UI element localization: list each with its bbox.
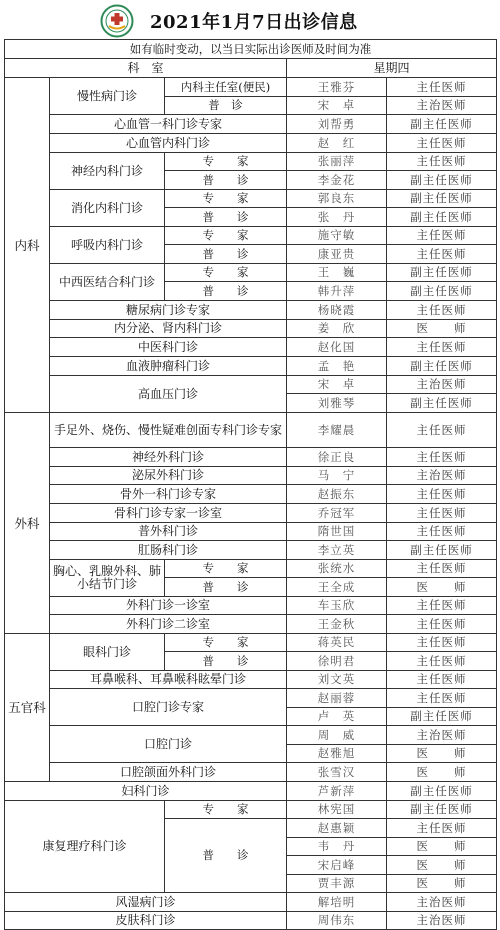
clinic-type-cell: 普 诊 [165, 208, 287, 227]
clinic-type-cell: 普 诊 [165, 171, 287, 190]
category-cell: 五官科 [5, 634, 50, 782]
clinic-type-cell: 普 诊 [165, 97, 287, 115]
doctor-name: 卢 英 [287, 708, 387, 726]
schedule-row [5, 448, 497, 467]
doctor-name: 隋世国 [287, 523, 387, 541]
schedule-row [5, 467, 497, 485]
doctor-title: 主任医师 [387, 134, 497, 153]
doctor-title: 主治医师 [387, 376, 497, 394]
doctor-title: 副主任医师 [387, 708, 497, 726]
clinic-type-cell: 专 家 [165, 634, 287, 652]
department-cell: 高血压门诊 [50, 376, 287, 413]
clinic-type-cell: 普 诊 [165, 578, 287, 597]
doctor-name: 宋启峰 [287, 856, 387, 875]
department-cell: 糖尿病门诊专家 [50, 301, 287, 320]
schedule-row [5, 338, 497, 357]
doctor-title: 副主任医师 [387, 782, 497, 801]
schedule-row [5, 726, 497, 745]
schedule-row [5, 485, 497, 504]
department-cell: 手足外、烧伤、慢性疑难创面专科门诊专家 [50, 413, 287, 448]
hospital-logo-icon [100, 4, 134, 38]
department-cell: 耳鼻喉科、耳鼻喉科眩晕门诊 [50, 671, 287, 689]
schedule-row [5, 893, 497, 912]
department-cell: 神经外科门诊 [50, 448, 287, 467]
schedule-row [5, 78, 497, 97]
doctor-title: 主任医师 [387, 227, 497, 245]
doctor-name: 李耀晨 [287, 413, 387, 448]
doctor-name: 康亚贵 [287, 245, 387, 264]
page-title: 2021年1月7日出诊信息 [150, 12, 358, 33]
category-cell: 皮肤科门诊 [5, 912, 287, 930]
schedule-row [5, 153, 497, 171]
doctor-name: 张雪汉 [287, 763, 387, 782]
clinic-type-cell: 专 家 [165, 264, 287, 282]
weekday-column-header: 星期四 [287, 59, 497, 78]
schedule-row [5, 227, 497, 245]
clinic-type-cell: 普 诊 [165, 282, 287, 301]
schedule-row [5, 357, 497, 376]
schedule-row [5, 301, 497, 320]
doctor-name: 刘文英 [287, 671, 387, 689]
doctor-title: 主任医师 [387, 338, 497, 357]
doctor-title: 副主任医师 [387, 394, 497, 413]
doctor-title: 主治医师 [387, 893, 497, 912]
doctor-title: 医 师 [387, 856, 497, 875]
doctor-name: 乔冠军 [287, 504, 387, 523]
clinic-type-cell: 专 家 [165, 560, 287, 578]
doctor-name: 王金秋 [287, 615, 387, 634]
table-header-row [5, 59, 497, 78]
department-cell: 内分泌、肾内科门诊 [50, 320, 287, 338]
doctor-title: 主任医师 [387, 78, 497, 97]
doctor-name: 王雅芬 [287, 78, 387, 97]
page-header [0, 0, 500, 40]
department-cell: 血液肿瘤科门诊 [50, 357, 287, 376]
doctor-title: 主治医师 [387, 912, 497, 930]
doctor-title: 主任医师 [387, 413, 497, 448]
department-cell: 泌尿外科门诊 [50, 467, 287, 485]
clinic-type-cell: 内科主任室(便民) [165, 78, 287, 97]
doctor-title: 医 师 [387, 745, 497, 763]
doctor-title: 医 师 [387, 875, 497, 893]
doctor-title: 副主任医师 [387, 801, 497, 819]
doctor-title: 主任医师 [387, 245, 497, 264]
category-cell: 妇科门诊 [5, 782, 287, 801]
schedule-row [5, 671, 497, 689]
doctor-name: 王全成 [287, 578, 387, 597]
schedule-row [5, 597, 497, 615]
doctor-title: 主任医师 [387, 689, 497, 708]
doctor-title: 副主任医师 [387, 541, 497, 560]
doctor-title: 副主任医师 [387, 357, 497, 376]
department-cell: 胸心、乳腺外科、肺小结节门诊 [50, 560, 165, 597]
doctor-title: 主任医师 [387, 560, 497, 578]
clinic-type-cell: 普 诊 [165, 245, 287, 264]
department-column-header: 科 室 [5, 59, 287, 78]
doctor-name: 张丽萍 [287, 153, 387, 171]
doctor-name: 张统水 [287, 560, 387, 578]
department-cell: 口腔门诊专家 [50, 689, 287, 726]
doctor-title: 医 师 [387, 320, 497, 338]
doctor-name: 解培明 [287, 893, 387, 912]
doctor-title: 副主任医师 [387, 264, 497, 282]
doctor-name: 张 丹 [287, 208, 387, 227]
department-cell: 呼吸内科门诊 [50, 227, 165, 264]
department-cell: 口腔门诊 [50, 726, 287, 763]
doctor-title: 主治医师 [387, 726, 497, 745]
doctor-name: 杨晓霞 [287, 301, 387, 320]
doctor-title: 主任医师 [387, 819, 497, 838]
schedule-row [5, 801, 497, 819]
doctor-name: 李立英 [287, 541, 387, 560]
schedule-row [5, 264, 497, 282]
doctor-name: 周 威 [287, 726, 387, 745]
schedule-row [5, 634, 497, 652]
category-cell: 外科 [5, 413, 50, 634]
department-cell: 神经内科门诊 [50, 153, 165, 190]
department-cell: 心血管内科门诊 [50, 134, 287, 153]
schedule-table [4, 39, 497, 930]
schedule-row [5, 413, 497, 448]
doctor-title: 主任医师 [387, 504, 497, 523]
doctor-name: 周伟东 [287, 912, 387, 930]
doctor-name: 施守敏 [287, 227, 387, 245]
doctor-name: 蒋英民 [287, 634, 387, 652]
schedule-row [5, 134, 497, 153]
doctor-title: 主任医师 [387, 671, 497, 689]
doctor-name: 赵丽蓉 [287, 689, 387, 708]
doctor-title: 主任医师 [387, 615, 497, 634]
schedule-row [5, 615, 497, 634]
doctor-name: 宋 卓 [287, 376, 387, 394]
clinic-type-cell: 专 家 [165, 227, 287, 245]
schedule-row [5, 115, 497, 134]
clinic-type-cell: 专 家 [165, 153, 287, 171]
doctor-title: 主治医师 [387, 97, 497, 115]
doctor-title: 医 师 [387, 838, 497, 856]
doctor-name: 孟 艳 [287, 357, 387, 376]
doctor-name: 郭良东 [287, 190, 387, 208]
doctor-name: 徐正良 [287, 448, 387, 467]
doctor-title: 副主任医师 [387, 208, 497, 227]
doctor-title: 医 师 [387, 763, 497, 782]
doctor-name: 赵 红 [287, 134, 387, 153]
schedule-row [5, 782, 497, 801]
clinic-type-cell: 专 家 [165, 190, 287, 208]
doctor-name: 李金花 [287, 171, 387, 190]
doctor-name: 赵振东 [287, 485, 387, 504]
department-cell: 外科门诊二诊室 [50, 615, 287, 634]
schedule-row [5, 320, 497, 338]
doctor-name: 刘雅琴 [287, 394, 387, 413]
doctor-name: 贾丰源 [287, 875, 387, 893]
doctor-name: 车玉欣 [287, 597, 387, 615]
schedule-row [5, 376, 497, 394]
schedule-row [5, 560, 497, 578]
department-cell: 普外科门诊 [50, 523, 287, 541]
notice-text: 如有临时变动，以当日实际出诊医师及时间为准 [5, 40, 497, 59]
doctor-title: 主任医师 [387, 485, 497, 504]
notice-row [5, 40, 497, 59]
department-cell: 心血管一科门诊专家 [50, 115, 287, 134]
doctor-title: 主任医师 [387, 652, 497, 671]
doctor-name: 芦新萍 [287, 782, 387, 801]
doctor-name: 韦 丹 [287, 838, 387, 856]
doctor-title: 副主任医师 [387, 190, 497, 208]
schedule-row [5, 523, 497, 541]
doctor-title: 主任医师 [387, 634, 497, 652]
doctor-name: 赵化国 [287, 338, 387, 357]
doctor-title: 副主任医师 [387, 282, 497, 301]
schedule-body [5, 40, 497, 930]
clinic-type-cell: 专 家 [165, 801, 287, 819]
doctor-name: 马 宁 [287, 467, 387, 485]
department-cell: 消化内科门诊 [50, 190, 165, 227]
schedule-row [5, 763, 497, 782]
department-cell: 慢性病门诊 [50, 78, 165, 115]
doctor-name: 王 巍 [287, 264, 387, 282]
doctor-name: 赵惠颖 [287, 819, 387, 838]
schedule-row [5, 541, 497, 560]
doctor-title: 副主任医师 [387, 171, 497, 190]
department-cell: 肛肠科门诊 [50, 541, 287, 560]
doctor-title: 主治医师 [387, 467, 497, 485]
department-cell: 外科门诊一诊室 [50, 597, 287, 615]
doctor-title: 主任医师 [387, 523, 497, 541]
doctor-name: 刘帮勇 [287, 115, 387, 134]
doctor-name: 林宪国 [287, 801, 387, 819]
doctor-title: 主任医师 [387, 301, 497, 320]
doctor-title: 主任医师 [387, 597, 497, 615]
doctor-title: 副主任医师 [387, 115, 497, 134]
category-cell: 康复理疗科门诊 [5, 801, 165, 893]
department-cell: 口腔颌面外科门诊 [50, 763, 287, 782]
doctor-title: 主任医师 [387, 448, 497, 467]
schedule-row [5, 504, 497, 523]
doctor-name: 徐明君 [287, 652, 387, 671]
category-cell: 风湿病门诊 [5, 893, 287, 912]
department-cell: 骨科门诊专家一诊室 [50, 504, 287, 523]
doctor-name: 姜 欣 [287, 320, 387, 338]
doctor-title: 医 师 [387, 578, 497, 597]
department-cell: 眼科门诊 [50, 634, 165, 671]
clinic-type-cell: 普 诊 [165, 819, 287, 893]
doctor-title: 主任医师 [387, 153, 497, 171]
clinic-type-cell: 普 诊 [165, 652, 287, 671]
doctor-name: 韩升萍 [287, 282, 387, 301]
schedule-row [5, 190, 497, 208]
department-cell: 中西医结合科门诊 [50, 264, 165, 301]
schedule-row [5, 689, 497, 708]
category-cell: 内科 [5, 78, 50, 413]
doctor-name: 赵雅旭 [287, 745, 387, 763]
doctor-name: 宋 卓 [287, 97, 387, 115]
department-cell: 骨外一科门诊专家 [50, 485, 287, 504]
department-cell: 中医科门诊 [50, 338, 287, 357]
